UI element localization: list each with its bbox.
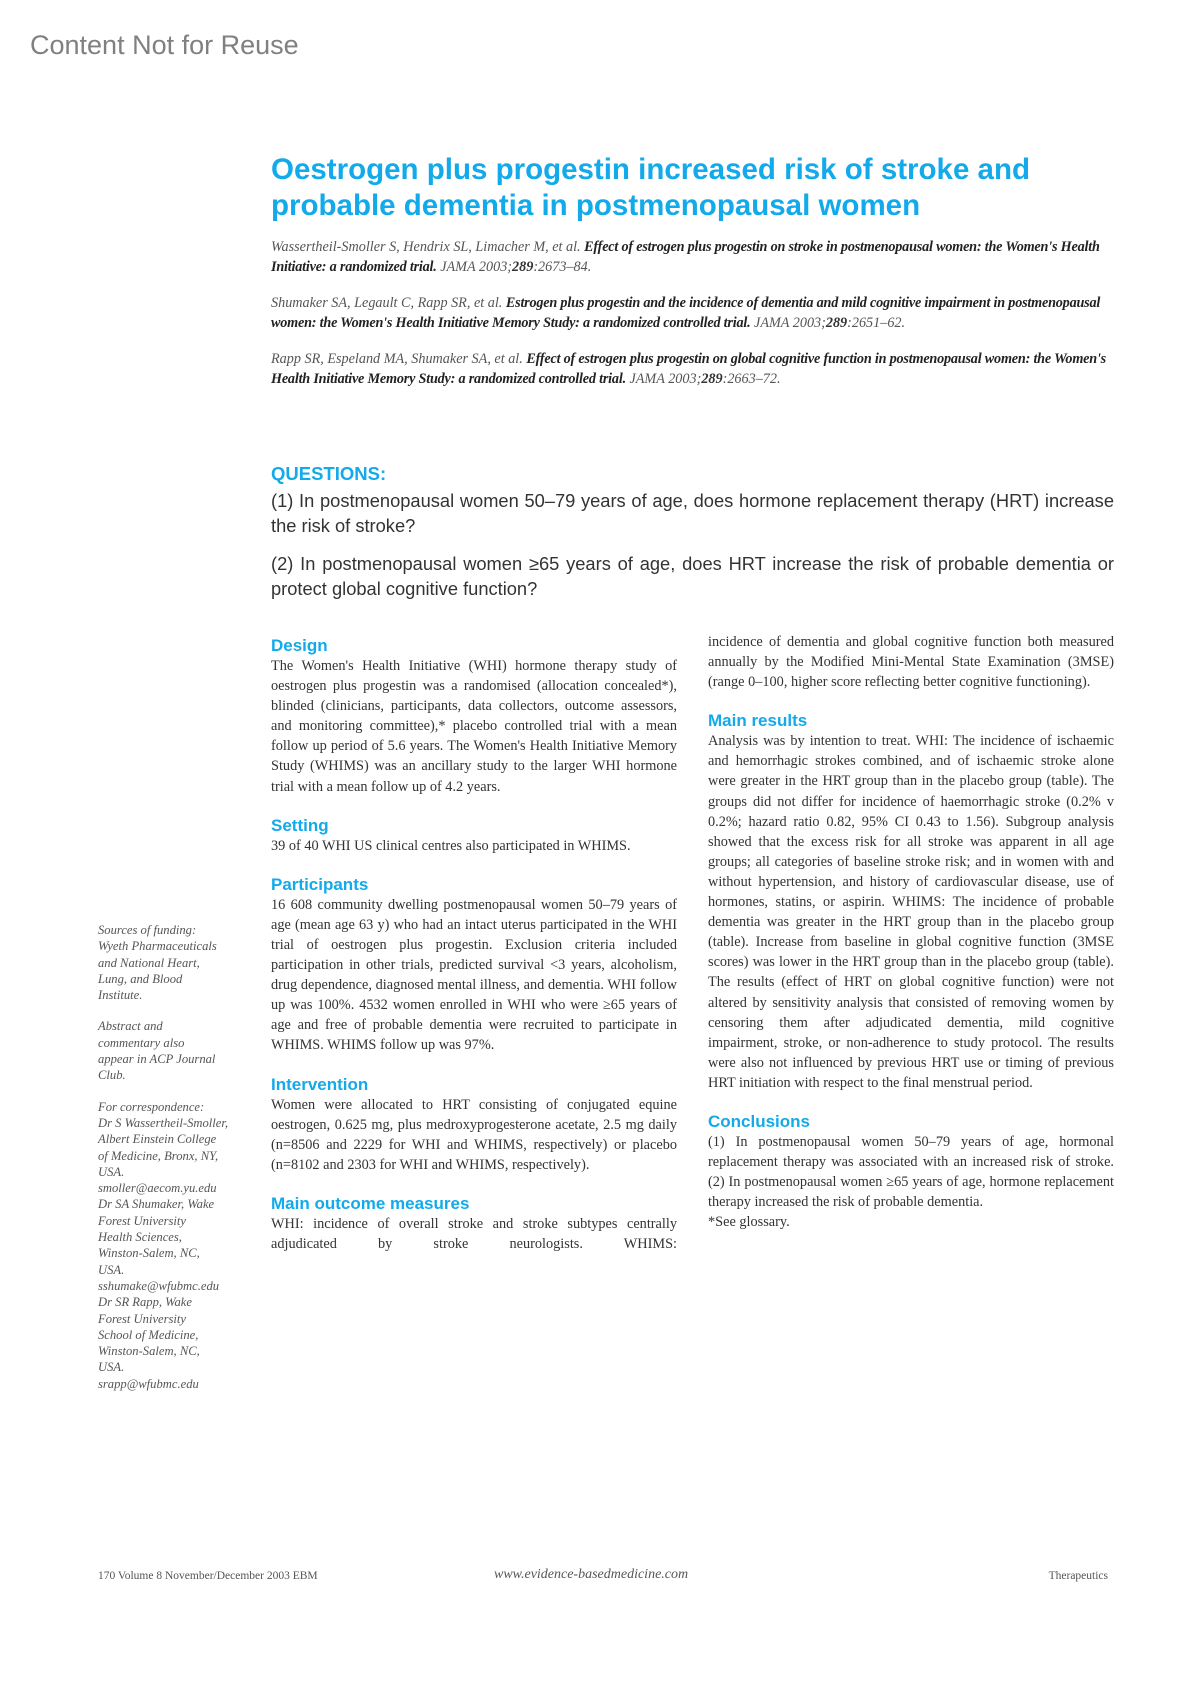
footer-website-link[interactable]: www.evidence-basedmedicine.com	[494, 1567, 689, 1582]
funding-line: Wyeth Pharmaceuticals	[98, 939, 217, 954]
section-main-outcome-measures-continued	[708, 632, 1114, 692]
glossary-note: *See glossary.	[708, 1214, 790, 1231]
section-conclusions	[708, 1112, 1114, 1232]
reference-authors: Shumaker SA, Legault C, Rapp SR, et al.	[271, 295, 503, 311]
correspondence-line: USA.	[98, 1262, 125, 1277]
footer-issue-info: 170 Volume 8 November/December 2003 EBM	[98, 1570, 318, 1582]
section-participants	[271, 875, 677, 1056]
abstract-note	[98, 1018, 258, 1083]
section-body: (1) In postmenopausal women 50–79 years of age, hormonal replacement therapy was associated with an increased risk of stroke. (2) In postmenopausal women ≥65 years of age, hormone replacement therapy increased the risk of probable dementia.	[708, 1133, 1114, 1211]
email-link[interactable]: sshumake@wfubmc.edu	[98, 1278, 220, 1293]
abstract-note-line: Club.	[98, 1068, 126, 1083]
correspondence-note	[98, 1099, 258, 1392]
reference-volume: 289	[825, 314, 848, 331]
correspondence-line: Dr SA Shumaker, Wake	[98, 1197, 215, 1212]
right-column	[708, 632, 1114, 1251]
funding-line: Lung, and Blood	[98, 971, 183, 986]
section-main-outcome-measures	[271, 1194, 677, 1254]
correspondence-line: Dr SR Rapp, Wake	[98, 1295, 192, 1310]
abstract-note-line: Abstract and	[98, 1019, 163, 1034]
question-item: (1) In postmenopausal women 50–79 years of age, does hormone replacement therapy (HRT) increase the risk of stroke?	[271, 490, 1114, 536]
section-heading: Main results	[708, 711, 808, 731]
reference-item	[271, 238, 1116, 277]
correspondence-line: Health Sciences,	[98, 1230, 182, 1245]
section-heading: Participants	[271, 874, 369, 894]
reference-authors: Wassertheil-Smoller S, Hendrix SL, Limacher M, et al.	[271, 239, 581, 255]
correspondence-line: USA.	[98, 1164, 125, 1179]
reference-title: Estrogen plus progestin and the incidence of dementia and mild cognitive impairment in postmenopausal women: the Women's Health Initiative Memory Study: a randomized controlled trial.	[271, 295, 1101, 331]
correspondence-line: Dr S Wassertheil-Smoller,	[98, 1115, 229, 1130]
reference-title: Effect of estrogen plus progestin on stroke in postmenopausal women: the Women's Health Initiative: a randomized trial.	[271, 239, 1100, 275]
correspondence-line: Winston-Salem, NC,	[98, 1344, 200, 1359]
reference-pages: :2663–72.	[722, 370, 781, 387]
reference-pages: :2673–84.	[533, 258, 592, 275]
section-design	[271, 636, 677, 797]
abstract-note-line: commentary also	[98, 1035, 185, 1050]
reference-pages: :2651–62.	[847, 314, 906, 331]
correspondence-line: Albert Einstein College	[98, 1132, 217, 1147]
section-heading: Intervention	[271, 1074, 369, 1094]
reference-item	[271, 294, 1116, 333]
reference-item	[271, 350, 1116, 389]
reference-list	[271, 238, 1116, 406]
reference-volume: 289	[512, 258, 534, 275]
correspondence-line: of Medicine, Bronx, NY,	[98, 1148, 219, 1163]
correspondence-line: Forest University	[98, 1213, 187, 1228]
article-title: Oestrogen plus progestin increased risk of stroke and probable dementia in postmenopausal women	[271, 153, 1031, 222]
funding-line: and National Heart,	[98, 955, 200, 970]
reference-journal: JAMA 2003;	[754, 314, 826, 331]
correspondence-line: Forest University	[98, 1311, 187, 1326]
questions-heading: QUESTIONS:	[271, 463, 387, 484]
footer-section-label: Therapeutics	[1048, 1570, 1108, 1582]
reference-authors: Rapp SR, Espeland MA, Shumaker SA, et al.	[271, 351, 523, 367]
reference-journal: JAMA 2003;	[629, 370, 702, 387]
email-link[interactable]: srapp@wfubmc.edu	[98, 1376, 199, 1391]
section-body: WHI: incidence of overall stroke and stroke subtypes centrally adjudicated by stroke neurologists. WHIMS:	[271, 1215, 677, 1252]
section-body: The Women's Health Initiative (WHI) hormone therapy study of oestrogen plus progestin was a randomised (allocation concealed*), blinded (clinicians, participants, data collectors, outcome assessors, and monitoring committee),* placebo controlled trial with a mean follow up period of 5.6 years. The Women's Health Initiative Memory Study (WHIMS) was an ancillary study to the larger WHI hormone trial with a mean follow up of 4.2 years.	[271, 658, 677, 795]
section-body: incidence of dementia and global cognitive function both measured annually by the Modified Mini-Mental State Examination (3MSE) (range 0–100, higher score reflecting better cognitive functioning).	[708, 634, 1114, 691]
section-body: 39 of 40 WHI US clinical centres also participated in WHIMS.	[271, 837, 631, 854]
section-heading: Setting	[271, 815, 329, 835]
correspondence-line: Winston-Salem, NC,	[98, 1246, 200, 1261]
section-heading: Main outcome measures	[271, 1193, 470, 1213]
section-intervention	[271, 1075, 677, 1175]
funding-line: Institute.	[98, 988, 143, 1003]
section-body: Women were allocated to HRT consisting of conjugated equine oestrogen, 0.625 mg, plus medroxyprogesterone acetate, 2.5 mg daily (n=8506 and 2229 for WHI and WHIMS, respectively) or placebo (n=8102 and 2303 for WHI and WHIMS, respectively).	[271, 1096, 677, 1173]
questions-block	[271, 462, 1114, 614]
section-heading: Conclusions	[708, 1111, 811, 1131]
section-heading: Design	[271, 636, 328, 655]
funding-line: Sources of funding:	[98, 923, 197, 937]
reference-journal: JAMA 2003;	[440, 258, 513, 275]
correspondence-line: USA.	[98, 1360, 125, 1375]
reference-volume: 289	[701, 370, 723, 387]
correspondence-line: School of Medicine,	[98, 1327, 199, 1342]
left-column	[271, 636, 677, 1273]
section-setting	[271, 816, 677, 856]
section-body: Analysis was by intention to treat. WHI: The incidence of ischaemic and hemorrhagic strokes combined, and of ischaemic stroke alone were greater in the HRT group than in the placebo group (table). The groups did not differ for incidence of haemorrhagic stroke (0.2% v 0.2%; hazard ratio 0.82, 95% CI 0.43 to 1.56). Subgroup analysis showed that the excess risk for all stroke was apparent in all age groups; all categories of baseline stroke risk; and in women with and without hypertension, and history of cardiovascular disease, use of hormones, statins, or aspirin. WHIMS: The incidence of probable dementia was greater in the HRT group than in the placebo group (table). Increase from baseline in global cognitive function (3MSE scores) was lower in the HRT group than in the placebo group (table). The results (effect of HRT on global cognitive function) were not altered by sensitivity analysis that consisted of removing women by censoring them after adjudicated dementia, mild cognitive impairment, stroke, or non-adherence to study protocol. The results were also not influenced by previous HRT use or timing of previous HRT initiation with respect to the final menstrual period.	[708, 733, 1114, 1091]
watermark: Content Not for Reuse	[30, 30, 299, 60]
correspondence-line: For correspondence:	[98, 1099, 205, 1114]
abstract-note-line: appear in ACP Journal	[98, 1052, 216, 1067]
email-link[interactable]: smoller@aecom.yu.edu	[98, 1181, 217, 1196]
sidebar-notes	[98, 922, 258, 1407]
funding-note	[98, 922, 258, 1003]
reference-title: Effect of estrogen plus progestin on global cognitive function in postmenopausal women: the Women's Health Initiative Memory Study: a randomized controlled trial.	[271, 351, 1107, 387]
question-item: (2) In postmenopausal women ≥65 years of age, does HRT increase the risk of probable dementia or protect global cognitive function?	[271, 553, 1114, 599]
section-main-results	[708, 711, 1114, 1093]
section-body: 16 608 community dwelling postmenopausal women 50–79 years of age (mean age 63 y) who had an intact uterus participated in the WHI trial of oestrogen plus progestin. Exclusion criteria included participation in other trials, predicted survival <3 years, alcoholism, drug dependence, diagnosed mental illness, and dementia. WHI follow up was 100%. 4532 women enrolled in WHI who were ≥65 years of age and free of probable dementia were recruited to participate in WHIMS. WHIMS follow up was 97%.	[271, 896, 677, 1054]
